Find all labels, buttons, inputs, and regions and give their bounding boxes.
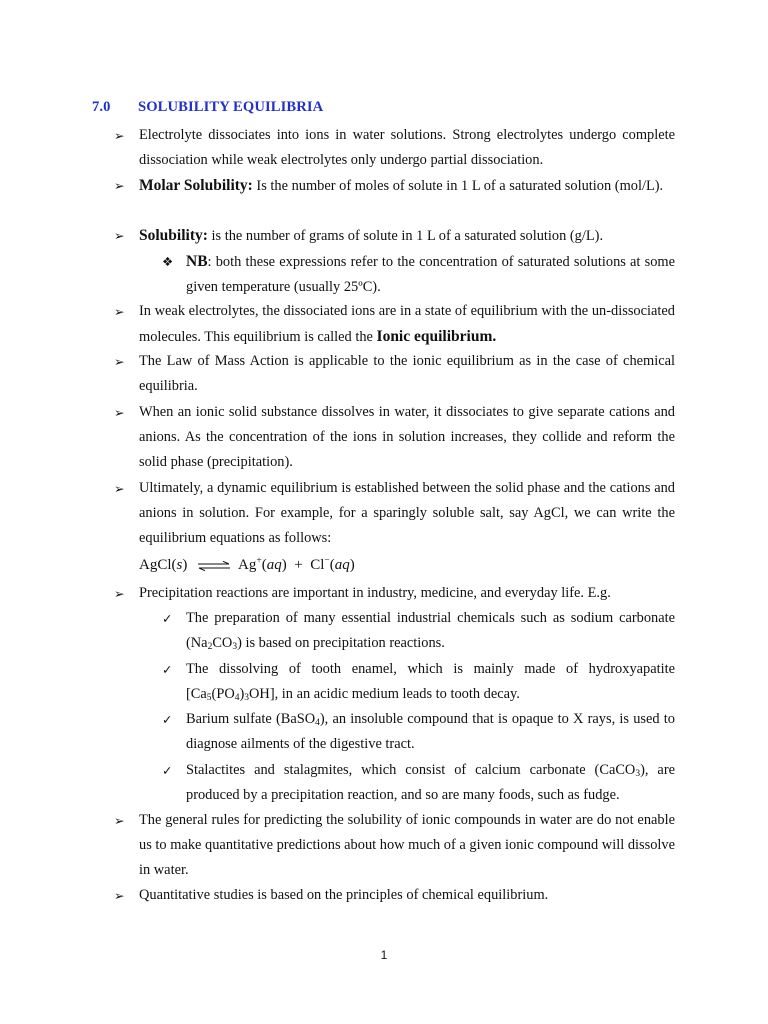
arrow-bullet-icon: ➢ <box>114 481 125 496</box>
list-item: In weak electrolytes, the dissociated ions are in a state of equilibrium with the un-dissociated molecules. This equilibrium is called the Ionic equilibrium. <box>139 303 675 346</box>
list-item: Ultimately, a dynamic equilibrium is established between the solid phase and the cations and anions in solution. For example, for a sparingly soluble salt, say AgCl, we can write the equilibrium equations as follows: <box>139 480 675 547</box>
list-item: Solubility: is the number of grams of solute in 1 L of a saturated solution (g/L). <box>139 227 604 244</box>
sub-list-item: The preparation of many essential industrial chemicals such as sodium carbonate $(Na_2CO_3)$ is based on precipitation reactions. <box>186 610 675 653</box>
arrow-bullet-icon: ➢ <box>114 888 125 903</box>
check-bullet-icon: ✓ <box>162 712 173 727</box>
arrow-bullet-icon: ➢ <box>114 178 125 193</box>
arrow-bullet-icon: ➢ <box>114 128 125 143</box>
note-item: NB: both these expressions refer to the concentration of saturated solutions at some given temperature (usually 25ºC). <box>186 253 675 296</box>
page-number: 1 <box>380 948 388 962</box>
arrow-bullet-icon: ➢ <box>114 405 125 420</box>
sub-list-item: Stalactites and stalagmites, which consist of calcium carbonate (CaCO$_3$), are produced by a precipitation reaction, and so are many foods, such as fudge. <box>186 762 675 804</box>
list-item: Quantitative studies is based on the principles of chemical equilibrium. <box>139 887 549 903</box>
arrow-bullet-icon: ➢ <box>114 586 125 601</box>
arrow-bullet-icon: ➢ <box>114 228 125 243</box>
equilibrium-equation: AgCl(s) Ag+(aq) + Cl−(aq) <box>139 556 355 573</box>
list-item: Electrolyte dissociates into ions in water solutions. Strong electrolytes undergo complete dissociation while weak electrolytes only undergo partial dissociation. <box>139 127 675 169</box>
term-ionic-equilibrium: Ionic equilibrium. <box>376 328 497 346</box>
term-nb: NB <box>186 253 208 270</box>
check-bullet-icon: ✓ <box>162 611 173 626</box>
sub-list-item: The dissolving of tooth enamel, which is mainly made of hydroxyapatite $[Ca_5(PO_4)_3OH]$, in an acidic medium leads to tooth decay. <box>186 661 675 704</box>
term-molar-solubility: Molar Solubility: <box>139 177 253 194</box>
sub-list-item: Barium sulfate (BaSO$_4$), an insoluble compound that is opaque to X rays, is used to diagnose ailments of the digestive tract. <box>186 711 675 753</box>
check-bullet-icon: ✓ <box>162 763 173 778</box>
section-number: 7.0 <box>92 99 111 115</box>
list-item: Precipitation reactions are important in industry, medicine, and everyday life. E.g. <box>139 585 611 601</box>
list-item: Molar Solubility: Is the number of moles of solute in 1 L of a saturated solution (mol/L). <box>139 177 664 194</box>
list-item: The Law of Mass Action is applicable to the ionic equilibrium as in the case of chemical equilibria. <box>139 353 675 395</box>
diamond-bullet-icon: ❖ <box>162 254 174 269</box>
section-title: SOLUBILITY EQUILIBRIA <box>138 99 324 115</box>
arrow-bullet-icon: ➢ <box>114 354 125 369</box>
arrow-bullet-icon: ➢ <box>114 813 125 828</box>
section-heading <box>92 99 323 116</box>
list-item: When an ionic solid substance dissolves in water, it dissociates to give separate cations and anions. As the concentration of the ions in solution increases, they collide and reform the solid phase (precipitation). <box>139 404 675 471</box>
check-bullet-icon: ✓ <box>162 662 173 677</box>
term-solubility: Solubility: <box>139 227 208 244</box>
arrow-bullet-icon: ➢ <box>114 304 125 319</box>
equilibrium-arrows-icon <box>197 561 231 571</box>
list-item: The general rules for predicting the solubility of ionic compounds in water are do not enable us to make quantitative predictions about how much of a given ionic compound will dissolve in water. <box>139 812 675 879</box>
